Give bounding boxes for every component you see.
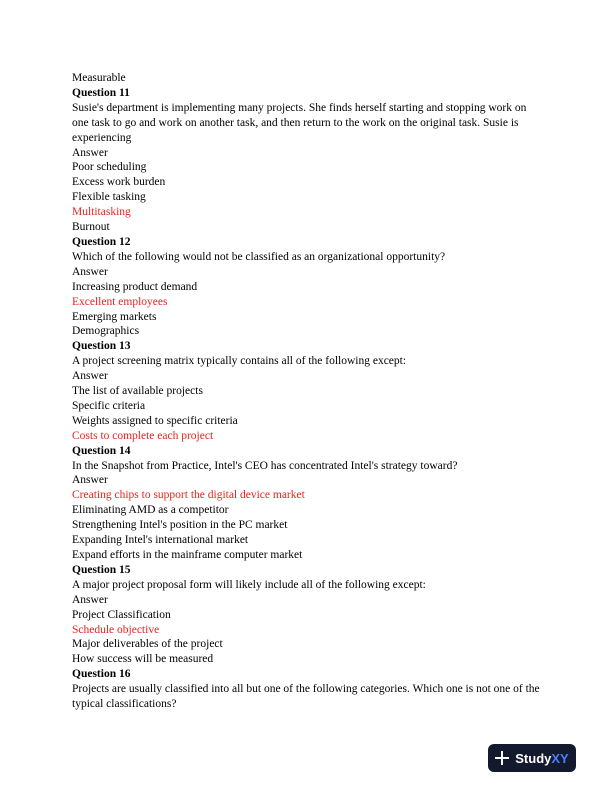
question-heading: Question 14 xyxy=(72,444,131,457)
answer-option: Burnout xyxy=(72,221,110,234)
question-heading: Question 13 xyxy=(72,340,131,353)
answer-option: Specific criteria xyxy=(72,399,146,412)
correct-answer-option: Schedule objective xyxy=(72,623,160,636)
badge-brand-main: Study xyxy=(515,750,552,766)
answer-option: Increasing product demand xyxy=(72,280,198,293)
question-text: In the Snapshot from Practice, Intel's CEO has concentrated Intel's strategy toward? xyxy=(72,459,458,472)
studyxy-badge[interactable] xyxy=(488,744,576,772)
question-text: Projects are usually classified into all but one of the following categories. Which one is not one of the typical classifications? xyxy=(72,683,540,711)
question-heading: Question 12 xyxy=(72,235,131,248)
question-text: A major project proposal form will likely include all of the following except: xyxy=(72,578,426,591)
answer-option: How success will be measured xyxy=(72,653,214,666)
answer-option: Expanding Intel's international market xyxy=(72,534,249,547)
question-text: Which of the following would not be classified as an organizational opportunity? xyxy=(72,250,446,263)
answer-label: Answer xyxy=(72,593,108,606)
answer-option: The list of available projects xyxy=(72,385,203,398)
answer-label: Answer xyxy=(72,474,108,487)
correct-answer-option: Multitasking xyxy=(72,206,131,219)
answer-option: Strengthening Intel's position in the PC market xyxy=(72,519,288,532)
answer-label: Answer xyxy=(72,370,108,383)
answer-option: Eliminating AMD as a competitor xyxy=(72,504,229,517)
answer-option: Poor scheduling xyxy=(72,161,147,174)
badge-brand-accent: XY xyxy=(551,750,569,766)
correct-answer-option: Creating chips to support the digital device market xyxy=(72,489,305,502)
answer-label: Answer xyxy=(72,265,108,278)
lead-in-text: Measurable xyxy=(72,72,126,84)
answer-option: Major deliverables of the project xyxy=(72,638,223,651)
answer-option: Flexible tasking xyxy=(72,191,146,204)
correct-answer-option: Excellent employees xyxy=(72,295,168,308)
answer-label: Answer xyxy=(72,146,108,159)
question-text: A project screening matrix typically contains all of the following except: xyxy=(72,355,407,368)
correct-answer-option: Costs to complete each project xyxy=(72,429,214,442)
answer-option: Project Classification xyxy=(72,608,171,621)
answer-option: Excess work burden xyxy=(72,176,166,189)
question-heading: Question 15 xyxy=(72,563,131,576)
question-text: Susie's department is implementing many projects. She finds herself starting and stopping work on one task to go and work on another task, and then return to the work on the original task. Susie is experiencing xyxy=(72,101,527,144)
answer-option: Expand efforts in the mainframe computer market xyxy=(72,549,303,561)
answer-option: Demographics xyxy=(72,325,140,338)
question-heading: Question 11 xyxy=(72,86,130,99)
answer-option: Weights assigned to specific criteria xyxy=(72,414,238,427)
answer-option: Emerging markets xyxy=(72,310,157,323)
plus-icon xyxy=(495,751,509,765)
question-heading: Question 16 xyxy=(72,668,131,681)
document-body xyxy=(72,71,542,712)
